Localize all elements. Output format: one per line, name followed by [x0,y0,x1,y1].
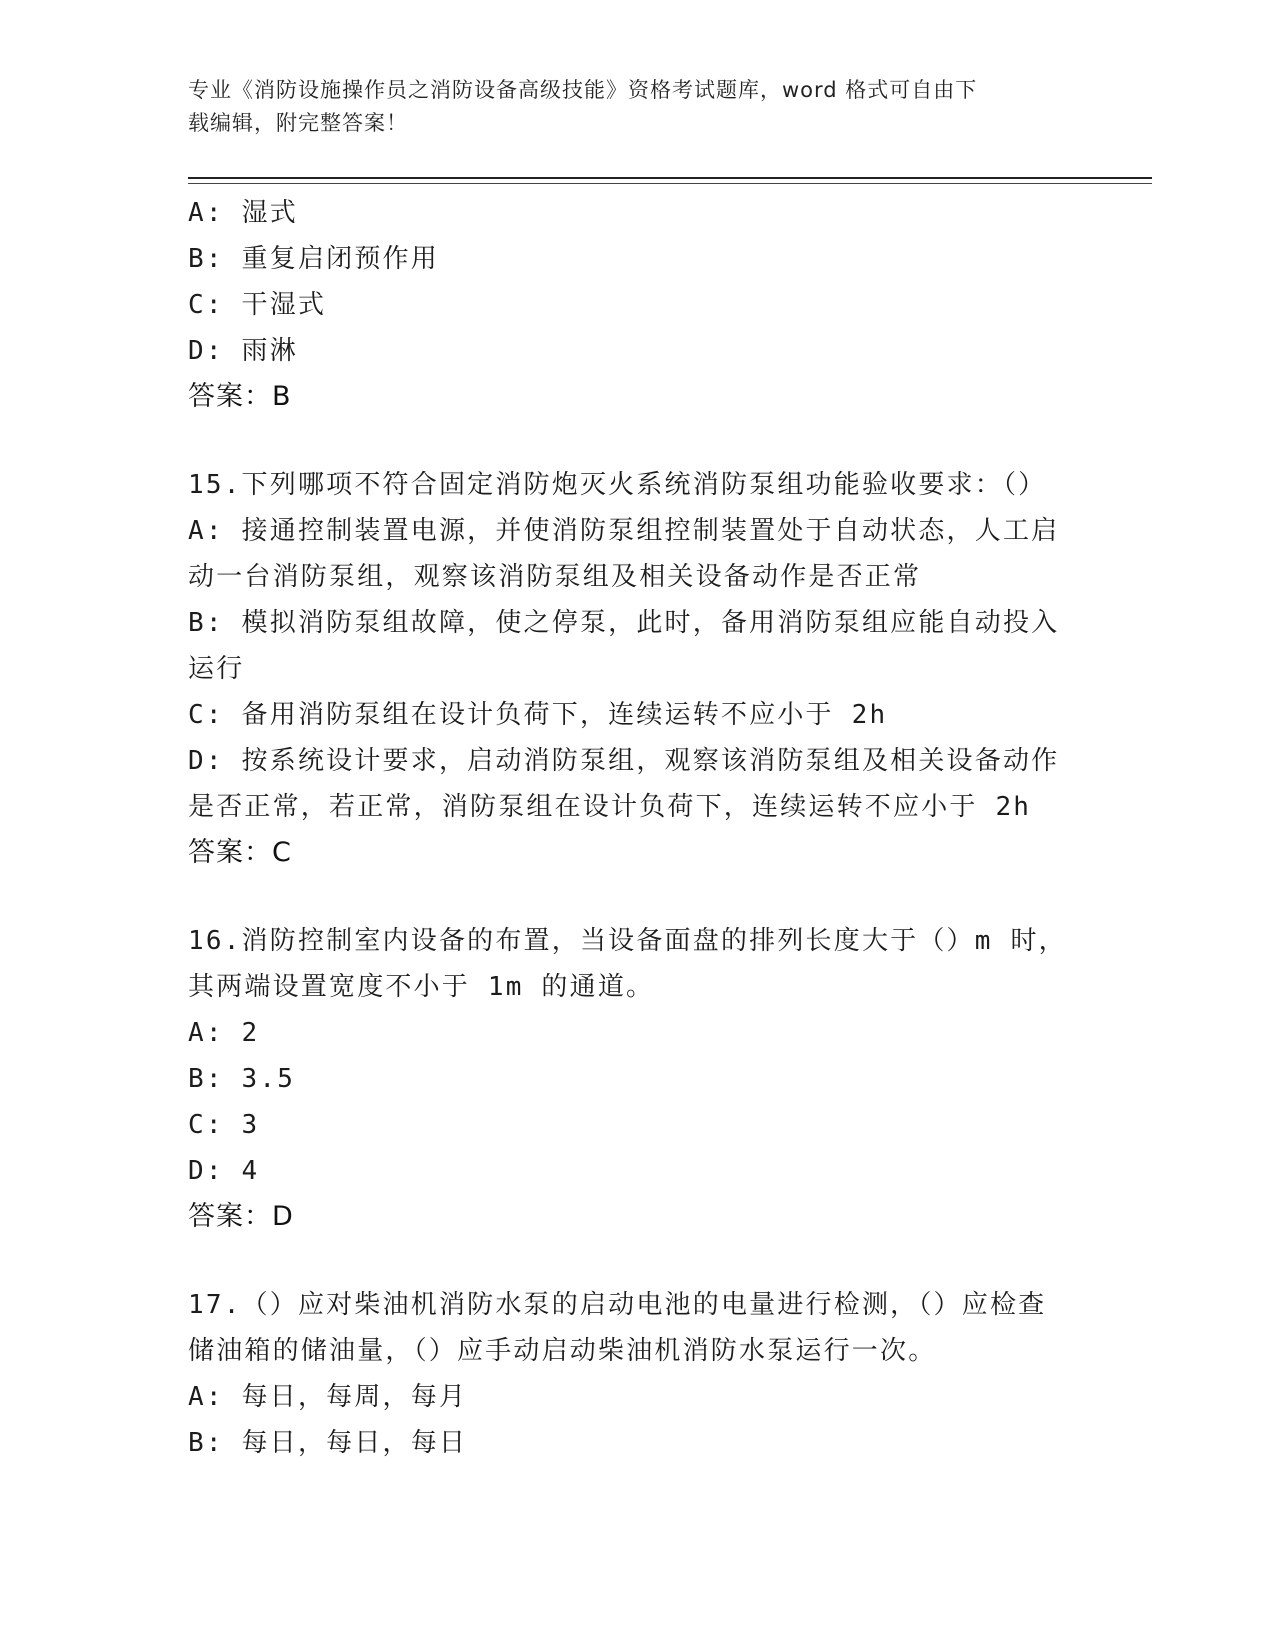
question-15 [188,462,1088,876]
option-a: A: 湿式 [188,198,298,228]
spacer [188,420,1088,462]
question-17 [188,1282,1088,1466]
header-divider-thin [188,183,1152,184]
option-b: B: 每日，每日，每日 [188,1428,468,1458]
document-header [188,74,1088,140]
question-stem-line-2: 储油箱的储油量，（）应手动启动柴油机消防水泵运行一次。 [188,1336,937,1366]
option-d: D: 4 [188,1156,260,1186]
option-d-line-1: D: 按系统设计要求，启动消防泵组，观察该消防泵组及相关设备动作 [188,746,1060,776]
question-stem-line-1: 17.（）应对柴油机消防水泵的启动电池的电量进行检测，（）应检查 [188,1290,1047,1320]
question-16 [188,918,1088,1240]
question-stem-line-2: 其两端设置宽度不小于 1m 的通道。 [188,972,655,1002]
header-line-2: 载编辑，附完整答案！ [188,111,408,135]
option-b: B: 重复启闭预作用 [188,244,439,274]
option-b-line-1: B: 模拟消防泵组故障，使之停泵，此时，备用消防泵组应能自动投入 [188,608,1060,638]
answer-label: 答案：D [188,1201,294,1232]
answer-label: 答案：B [188,381,292,412]
header-line-1: 专业《消防设施操作员之消防设备高级技能》资格考试题库，word 格式可自由下 [188,78,978,102]
answer-label: 答案：C [188,837,292,868]
option-a: A: 2 [188,1018,260,1048]
spacer [188,876,1088,918]
option-a-line-2: 动一台消防泵组，观察该消防泵组及相关设备动作是否正常 [188,562,922,592]
question-list [188,190,1088,1466]
question-stem: 15.下列哪项不符合固定消防炮灭火系统消防泵组功能验收要求：（） [188,470,1047,500]
option-d: D: 雨淋 [188,336,298,366]
option-b: B: 3.5 [188,1064,296,1094]
option-c: C: 备用消防泵组在设计负荷下，连续运转不应小于 2h [188,700,888,730]
question-stem-line-1: 16.消防控制室内设备的布置，当设备面盘的排列长度大于（）m 时， [188,926,1067,956]
header-divider-thick [188,177,1152,179]
question-14 [188,190,1088,420]
spacer [188,1240,1088,1282]
option-b-line-2: 运行 [188,654,245,684]
option-a-line-1: A: 接通控制装置电源，并使消防泵组控制装置处于自动状态，人工启 [188,516,1060,546]
option-c: C: 3 [188,1110,260,1140]
option-c: C: 干湿式 [188,290,327,320]
option-d-line-2: 是否正常，若正常，消防泵组在设计负荷下，连续运转不应小于 2h [188,792,1032,822]
option-a: A: 每日，每周，每月 [188,1382,468,1412]
